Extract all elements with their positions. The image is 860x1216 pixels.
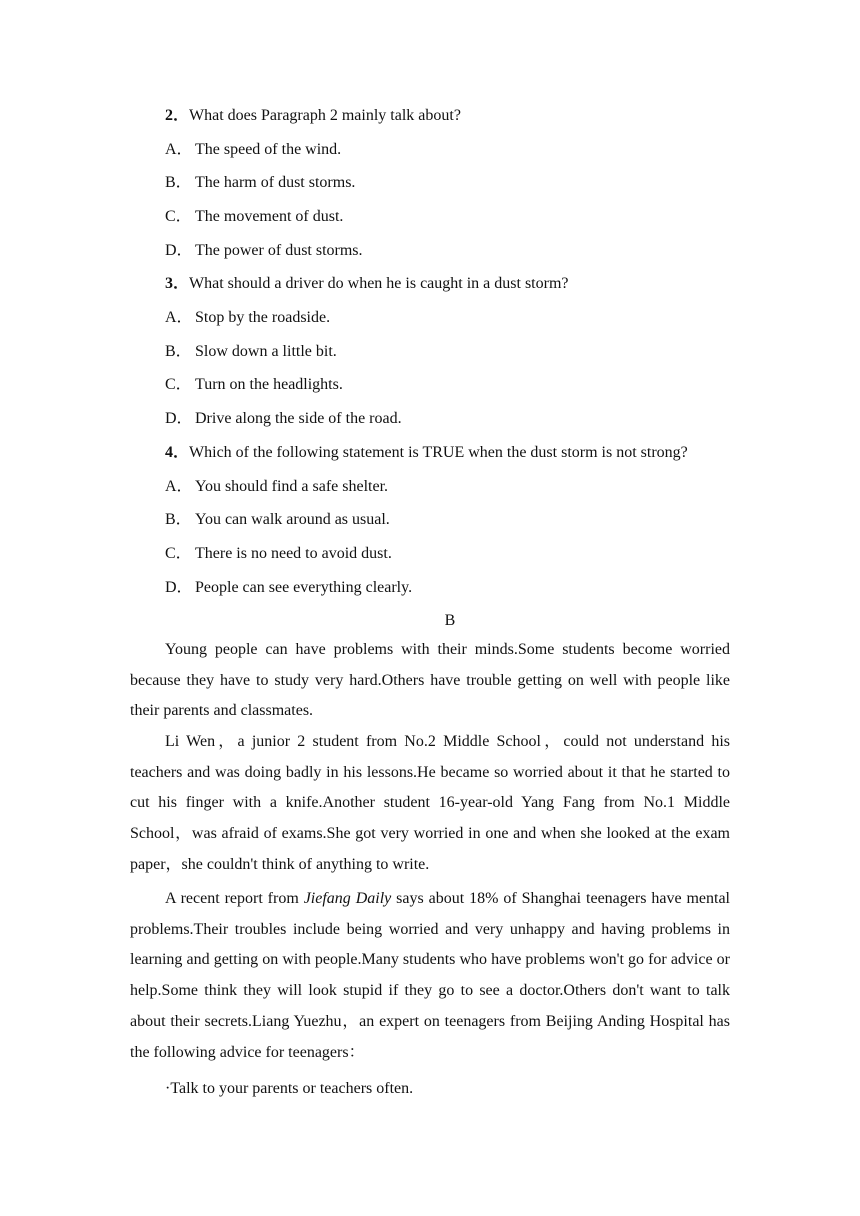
q4-option-d bbox=[165, 578, 412, 598]
question-text: Which of the following statement is TRUE when the dust storm is not strong? bbox=[189, 444, 688, 461]
q2-option-d bbox=[165, 241, 363, 261]
option-text: Turn on the headlights. bbox=[195, 376, 343, 393]
passage-paragraph-2 bbox=[130, 727, 730, 881]
advice-item-1: ·Talk to your parents or teachers often. bbox=[165, 1080, 414, 1097]
question-3 bbox=[165, 274, 568, 294]
q2-option-a bbox=[165, 140, 341, 160]
option-text: There is no need to avoid dust. bbox=[195, 545, 392, 562]
newspaper-name: Jiefang Daily bbox=[303, 890, 392, 907]
option-letter: D． bbox=[165, 242, 193, 259]
option-letter: A． bbox=[165, 141, 193, 158]
option-letter: A． bbox=[165, 309, 193, 326]
option-letter: A． bbox=[165, 478, 193, 495]
q4-option-a bbox=[165, 477, 388, 497]
question-number: 4． bbox=[165, 444, 190, 461]
option-text: The power of dust storms. bbox=[195, 242, 363, 259]
q4-option-b bbox=[165, 510, 390, 530]
paragraph-text-after: says about 18% of Shanghai teenagers have mental problems.Their troubles include being worried and very unhappy and having problems in learning and getting on with people.Many students who have problems won't go for advice or help.Some think they will look stupid if they go to see a doctor.Others don't want to talk about their secrets.Liang Yuezhu，an expert on teenagers from Beijing Anding Hospital has the following advice for teenagers： bbox=[130, 890, 731, 1061]
paragraph-text: Young people can have problems with their minds.Some students become worried because they have to study very hard.Others have trouble getting on well with people like their parents and classmates. bbox=[130, 641, 730, 720]
option-text: The harm of dust storms. bbox=[195, 174, 356, 191]
question-number: 2． bbox=[165, 107, 190, 124]
q3-option-b bbox=[165, 342, 337, 362]
q2-option-b bbox=[165, 173, 355, 193]
q4-option-c bbox=[165, 544, 392, 564]
paragraph-text-before: A recent report from bbox=[165, 890, 304, 907]
question-text: What does Paragraph 2 mainly talk about? bbox=[189, 107, 461, 124]
q3-option-d bbox=[165, 409, 402, 429]
option-letter: C． bbox=[165, 376, 192, 393]
passage-paragraph-1 bbox=[130, 635, 730, 727]
question-number: 3． bbox=[165, 275, 190, 292]
option-text: You can walk around as usual. bbox=[195, 511, 390, 528]
q3-option-a bbox=[165, 308, 330, 328]
option-text: Stop by the roadside. bbox=[195, 309, 331, 326]
question-2 bbox=[165, 106, 461, 126]
option-letter: C． bbox=[165, 208, 192, 225]
q3-option-c bbox=[165, 375, 343, 395]
option-text: You should find a safe shelter. bbox=[195, 478, 389, 495]
option-letter: B． bbox=[165, 174, 192, 191]
option-letter: B． bbox=[165, 511, 192, 528]
option-letter: D． bbox=[165, 579, 193, 596]
option-letter: C． bbox=[165, 545, 192, 562]
option-letter: B． bbox=[165, 343, 192, 360]
option-text: People can see everything clearly. bbox=[195, 579, 413, 596]
option-letter: D． bbox=[165, 410, 193, 427]
option-text: Slow down a little bit. bbox=[195, 343, 337, 360]
option-text: Drive along the side of the road. bbox=[195, 410, 402, 427]
option-text: The movement of dust. bbox=[195, 208, 344, 225]
q2-option-c bbox=[165, 207, 343, 227]
question-text: What should a driver do when he is caught in a dust storm? bbox=[189, 275, 569, 292]
passage-paragraph-3 bbox=[130, 884, 730, 1068]
question-4 bbox=[165, 443, 688, 463]
option-text: The speed of the wind. bbox=[195, 141, 342, 158]
paragraph-text: Li Wen，a junior 2 student from No.2 Middle School，could not understand his teachers and was doing badly in his lessons.He became so worried about it that he started to cut his finger with a knife.Another student 16-year-old Yang Fang from No.1 Middle School，was afraid of exams.She got very worried in one and when she looked at the exam paper，she couldn't think of anything to write. bbox=[130, 733, 731, 873]
section-heading: B bbox=[444, 612, 456, 629]
